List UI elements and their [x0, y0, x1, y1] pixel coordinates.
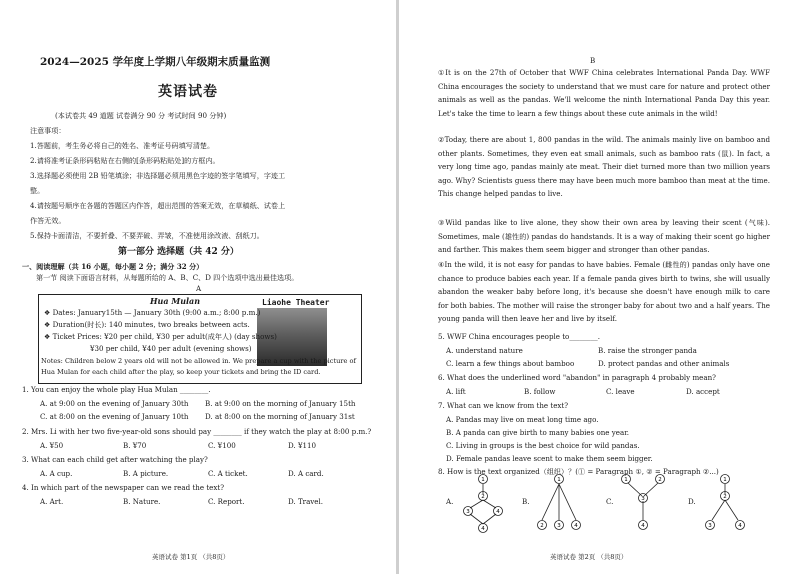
- diagram-node-label: 4: [481, 526, 485, 532]
- section-title: 一、阅读理解（共 16 小题，每小题 2 分；满分 32 分）: [22, 262, 204, 271]
- note-item: 3.选择题必须使用 2B 铅笔填涂；非选择题必须用黑色字迹的签字笔填写，字迹工: [30, 171, 286, 180]
- q1-option-a[interactable]: A. at 9:00 on the evening of January 30th: [40, 399, 189, 408]
- exam-title: 2024—2025 学年度上学期八年级期末质量监测: [40, 56, 271, 68]
- question-6: 6. What does the underlined word "abandon" in paragraph 4 probably mean?: [438, 373, 716, 382]
- diagram-node-label: 3: [708, 523, 712, 529]
- passage-label: B: [590, 56, 596, 65]
- diagram-node-label: 3: [641, 496, 645, 502]
- q5-option-b[interactable]: B. raise the stronger panda: [598, 346, 697, 355]
- q4-option-b[interactable]: B. Nature.: [123, 497, 161, 506]
- paragraph-4: ④In the wild, it is not easy for pandas to have babies. Female (雌性的) pandas only have one chance to produce babies each year. If a female panda gives birth to twins, she will usually abandon the weaker baby before long, it's because she doesn't have enough milk to care for both babies. The mother will raise the stronger baby for about two and a half years. The young panda will then leave her and live by itself.: [438, 260, 770, 324]
- ad-prices-text: Ticket Prices: ¥20 per child, ¥30 per adult(成年人) (day shows): [52, 332, 277, 341]
- page-footer: 英语试卷 第1页 （共8页）: [152, 553, 230, 561]
- q8-option-d[interactable]: D.: [688, 497, 696, 506]
- q2-option-d[interactable]: D. ¥110: [288, 441, 316, 450]
- q5-option-c[interactable]: C. learn a few things about bamboo: [446, 359, 575, 368]
- q6-option-c[interactable]: C. leave: [606, 387, 635, 396]
- page-footer: 英语试卷 第2页 （共8页）: [550, 553, 628, 561]
- subject-title: 英语试卷: [158, 84, 218, 100]
- ad-dates: ❖ Dates: January15th — January 30th (9:00 a.m.; 8:00 p.m.): [44, 308, 261, 317]
- diagram-node-label: 3: [466, 509, 470, 515]
- ad-dates-text: Dates: January15th — January 30th (9:00 a.m.; 8:00 p.m.): [52, 308, 261, 317]
- note-item: 整。: [30, 186, 45, 195]
- ad-duration-text: Duration(时长): 140 minutes, two breaks between acts.: [52, 320, 250, 329]
- q6-option-a[interactable]: A. lift: [446, 387, 466, 396]
- diagram-node-label: 2: [658, 477, 662, 483]
- q8-option-b[interactable]: B.: [522, 497, 530, 506]
- passage-label: A: [196, 284, 202, 293]
- question-3: 3. What can each child get after watching the play?: [22, 455, 208, 464]
- q4-option-a[interactable]: A. Art.: [40, 497, 64, 506]
- q1-option-d[interactable]: D. at 8:00 on the morning of January 31st: [205, 412, 355, 421]
- q2-option-b[interactable]: B. ¥70: [123, 441, 147, 450]
- exam-meta: (本试卷共 49 道题 试卷满分 90 分 考试时间 90 分钟): [55, 111, 227, 120]
- section-intro: 第一节 阅读下面语言材料，从每题所给的 A、B、C、D 四个选项中选出最佳选项。: [36, 273, 299, 282]
- structure-diagram-a: [458, 474, 508, 538]
- diagram-node-label: 4: [738, 523, 742, 529]
- paragraph-1: ①It is on the 27th of October that WWF China celebrates International Panda Day. WWF China encourages the society to understand that we must care for nature and protect other animals as well as the pandas. We'll welcome the ninth International Panda Day this year. Let's take the time to learn a few things about these cute animals in the wild!: [438, 68, 770, 118]
- q5-option-d[interactable]: D. protect pandas and other animals: [598, 359, 730, 368]
- q6-option-b[interactable]: B. follow: [524, 387, 556, 396]
- q2-option-a[interactable]: A. ¥50: [40, 441, 64, 450]
- paragraph-2: ②Today, there are about 1, 800 pandas in the wild. The animals mainly live on bamboo and other plants. Sometimes, they even eat small animals, such as bamboo rats (鼠). In fact, a very long time ago, pandas mainly ate meat. Their diet turned more than two million years ago. Why? Scientists guess there may have been much more bamboo than meat at the time. This change helped pandas to live.: [438, 135, 770, 199]
- diagram-node-label: 4: [641, 523, 645, 529]
- q1-option-c[interactable]: C. at 8:00 on the evening of January 10th: [40, 412, 189, 421]
- q2-option-c[interactable]: C. ¥100: [208, 441, 236, 450]
- diagram-node-label: 2: [723, 494, 727, 500]
- q7-option-b[interactable]: B. A panda can give birth to many babies one year.: [446, 428, 630, 437]
- q6-option-d[interactable]: D. accept: [686, 387, 720, 396]
- structure-diagram-d: [700, 474, 750, 538]
- q1-option-b[interactable]: B. at 9:00 on the morning of January 15th: [205, 399, 356, 408]
- note-item: 4.请按题号顺序在各题的答题区内作答，超出范围的答案无效，在草稿纸、试卷上: [30, 201, 286, 210]
- diagram-node-label: 2: [540, 523, 544, 529]
- note-item: 作答无效。: [30, 216, 66, 225]
- question-2: 2. Mrs. Li with her two five-year-old sons should pay ________ if they watch the play at 8:00 p.m.?: [22, 427, 372, 436]
- diagram-node-label: 1: [624, 477, 628, 483]
- q3-option-b[interactable]: B. A picture.: [123, 469, 169, 478]
- ad-prices-evening: ¥30 per child, ¥40 per adult (evening shows): [90, 344, 252, 353]
- note-item: 5.保持卡面清洁，不要折叠、不要弄破、弄皱，不准使用涂改液、刮纸刀。: [30, 231, 264, 240]
- structure-diagram-b: [534, 474, 584, 538]
- diagram-node-label: 1: [723, 477, 727, 483]
- structure-diagram-c: [618, 474, 668, 538]
- diagram-node-label: 3: [557, 523, 561, 529]
- theater-name: Liaohe Theater: [262, 298, 330, 307]
- q3-option-a[interactable]: A. A cup.: [40, 469, 73, 478]
- q8-option-c[interactable]: C.: [606, 497, 614, 506]
- ad-prices: ❖ Ticket Prices: ¥20 per child, ¥30 per adult(成年人) (day shows): [44, 332, 277, 341]
- diagram-node-label: 2: [481, 494, 485, 500]
- ad-notes-line2: Hua Mulan for each child after the play, so keep your tickets and bring the ID card.: [41, 368, 321, 376]
- question-8: 8. How is the text organized（组织）？(① = Paragraph ①, ② = Paragraph ②...): [438, 467, 719, 476]
- diagram-node-label: 1: [481, 477, 485, 483]
- ad-title: Hua Mulan: [150, 296, 201, 306]
- ad-duration: ❖ Duration(时长): 140 minutes, two breaks between acts.: [44, 320, 250, 329]
- q8-option-a[interactable]: A.: [446, 497, 454, 506]
- left-page: [0, 0, 396, 574]
- right-page: [400, 0, 794, 574]
- q5-option-a[interactable]: A. understand nature: [446, 346, 523, 355]
- q3-option-c[interactable]: C. A ticket.: [208, 469, 248, 478]
- diagram-node-label: 1: [557, 477, 561, 483]
- paragraph-3: ③Wild pandas like to live alone, they show their own area by leaving their scent (气味). Sometimes, male (雄性的) pandas do handstands. It is a way of making their scent go higher and farther. This makes them seem bigger and stronger than other pandas.: [438, 218, 770, 255]
- ad-notes-line1: Notes: Children below 2 years old will not be allowed in. We prepare a cup with the picture of: [41, 357, 356, 365]
- diagram-node-label: 4: [496, 509, 500, 515]
- q4-option-c[interactable]: C. Report.: [208, 497, 245, 506]
- page-divider: [396, 0, 399, 574]
- part-title: 第一部分 选择题（共 42 分）: [118, 247, 239, 257]
- q4-option-d[interactable]: D. Travel.: [288, 497, 324, 506]
- question-4: 4. In which part of the newspaper can we read the text?: [22, 483, 225, 492]
- question-7: 7. What can we know from the text?: [438, 401, 569, 410]
- diagram-node-label: 4: [574, 523, 578, 529]
- note-item: 2.请将准考证条形码粘贴在右侧的[条形码粘贴处]的方框内。: [30, 156, 220, 165]
- q7-option-a[interactable]: A. Pandas may live on meat long time ago.: [446, 415, 599, 424]
- q7-option-c[interactable]: C. Living in groups is the best choice for wild pandas.: [446, 441, 640, 450]
- q3-option-d[interactable]: D. A card.: [288, 469, 324, 478]
- question-1: 1. You can enjoy the whole play Hua Mulan ________.: [22, 385, 211, 394]
- notes-heading: 注意事项：: [30, 126, 66, 135]
- question-5: 5. WWF China encourages people to________.: [438, 332, 600, 341]
- note-item: 1.答题前，考生务必将自己的姓名、准考证号码填写清楚。: [30, 141, 215, 150]
- q7-option-d[interactable]: D. Female pandas leave scent to make them seem bigger.: [446, 454, 653, 463]
